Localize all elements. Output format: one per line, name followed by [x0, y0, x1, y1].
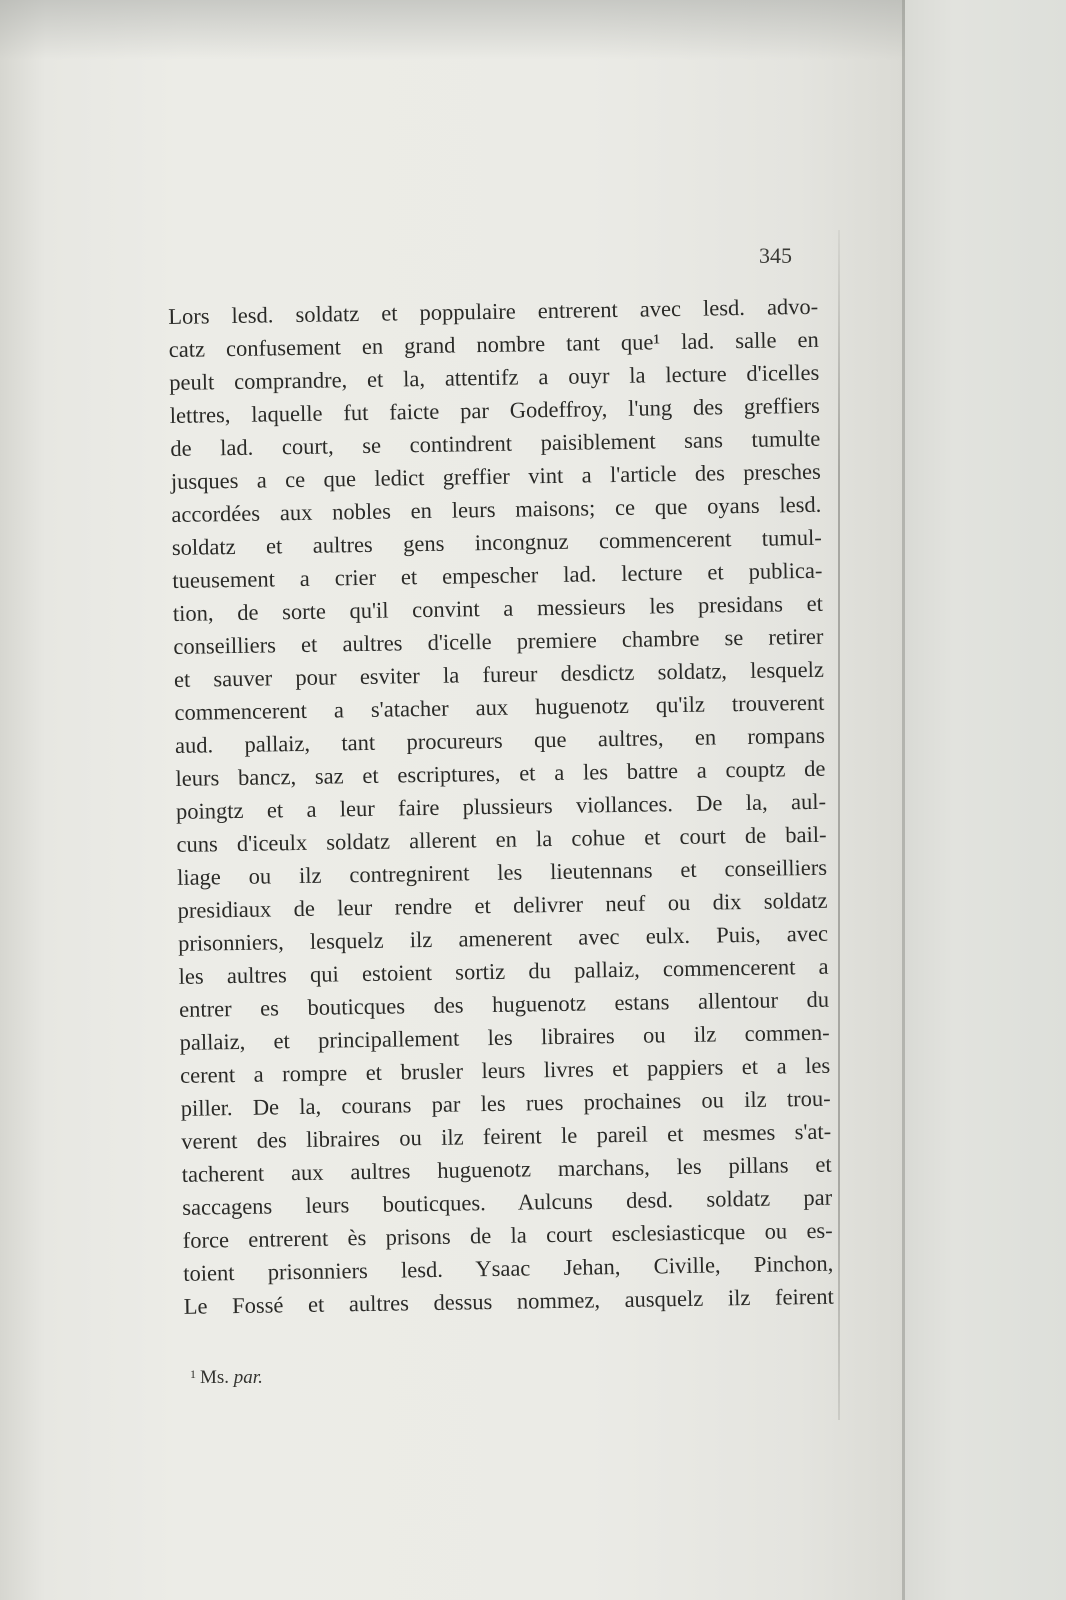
footnote-marker: 1 — [190, 1367, 196, 1381]
text-line: tacherent aux aultres huguenotz marchans, les pillans et — [181, 1151, 832, 1187]
page-number: 345 — [759, 243, 792, 268]
text-line: catz confusement en grand nombre tant que¹ lad. salle en — [168, 326, 819, 362]
footnote-italic: par. — [233, 1367, 263, 1388]
text-line: verent des libraires ou ilz feirent le pareil et mesmes s'at- — [181, 1118, 832, 1154]
page-fold-crease — [838, 230, 840, 1420]
text-line: cuns d'iceulx soldatz allerent en la cohue et court de bail- — [176, 821, 827, 857]
text-line: de lad. court, se contindrent paisiblement sans tumulte — [170, 425, 821, 461]
text-line: cerent a rompre et brusler leurs livres et pappiers et a les — [179, 1052, 831, 1088]
body-text — [168, 290, 834, 1323]
text-line: force entrerent ès prisons de la court esclesiasticque ou es- — [182, 1217, 833, 1253]
text-line: soldatz et aultres gens incongnuz commencerent tumul- — [171, 524, 823, 560]
footnote-text: Ms. — [200, 1367, 230, 1388]
text-line: accordées aux nobles en leurs maisons; ce que oyans lesd. — [171, 491, 822, 527]
text-line: aud. pallaiz, tant procureurs que aultres, en rompans — [174, 722, 826, 758]
text-line: tueusement a crier et empescher lad. lecture et publica- — [172, 557, 823, 593]
text-line: et sauver pour esviter la fureur desdictz soldatz, lesquelz — [173, 656, 825, 692]
text-line: tion, de sorte qu'il convint a messieurs les presidans et — [172, 590, 824, 626]
text-line: peult comprandre, et la, attentifz a ouyr la lecture d'icelles — [169, 359, 820, 395]
text-line: Lors lesd. soldatz et poppulaire entrerent avec lesd. advo- — [168, 293, 819, 329]
text-line: toient prisonniers lesd. Ysaac Jehan, Civille, Pinchon, — [183, 1250, 834, 1286]
text-line: saccagens leurs bouticques. Aulcuns desd. soldatz par — [182, 1184, 833, 1220]
text-line: Le Fossé et aultres dessus nommez, ausquelz ilz feirent — [183, 1283, 834, 1319]
footnote — [190, 1367, 263, 1389]
page-edge — [902, 0, 905, 1600]
text-line: presidiaux de leur rendre et delivrer neuf ou dix soldatz — [177, 887, 828, 923]
text-line: les aultres qui estoient sortiz du pallaiz, commencerent a — [178, 953, 829, 989]
text-line: commencerent a s'atacher aux huguenotz qu'ilz trouverent — [174, 689, 825, 725]
text-line: entrer es bouticques des huguenotz estans allentour du — [178, 986, 830, 1022]
text-line: lettres, laquelle fut faicte par Godeffroy, l'ung des greffiers — [169, 392, 820, 428]
text-line: poingtz et a leur faire plussieurs viollances. De la, aul- — [175, 788, 827, 824]
underlying-page — [905, 0, 1066, 1600]
text-line: pallaiz, et principallement les libraires ou ilz commen- — [179, 1019, 830, 1055]
text-line: liage ou ilz contregnirent les lieutennans et conseilliers — [176, 854, 828, 890]
text-line: piller. De la, courans par les rues prochaines ou ilz trou- — [180, 1085, 831, 1121]
text-line: conseilliers et aultres d'icelle premiere chambre se retirer — [173, 623, 824, 659]
text-line: prisonniers, lesquelz ilz amenerent avec eulx. Puis, avec — [177, 920, 829, 956]
text-line: jusques a ce que ledict greffier vint a l'article des presches — [170, 458, 821, 494]
page-shadow — [0, 0, 905, 60]
text-line: leurs bancz, saz et escriptures, et a les battre a couptz de — [175, 755, 826, 791]
